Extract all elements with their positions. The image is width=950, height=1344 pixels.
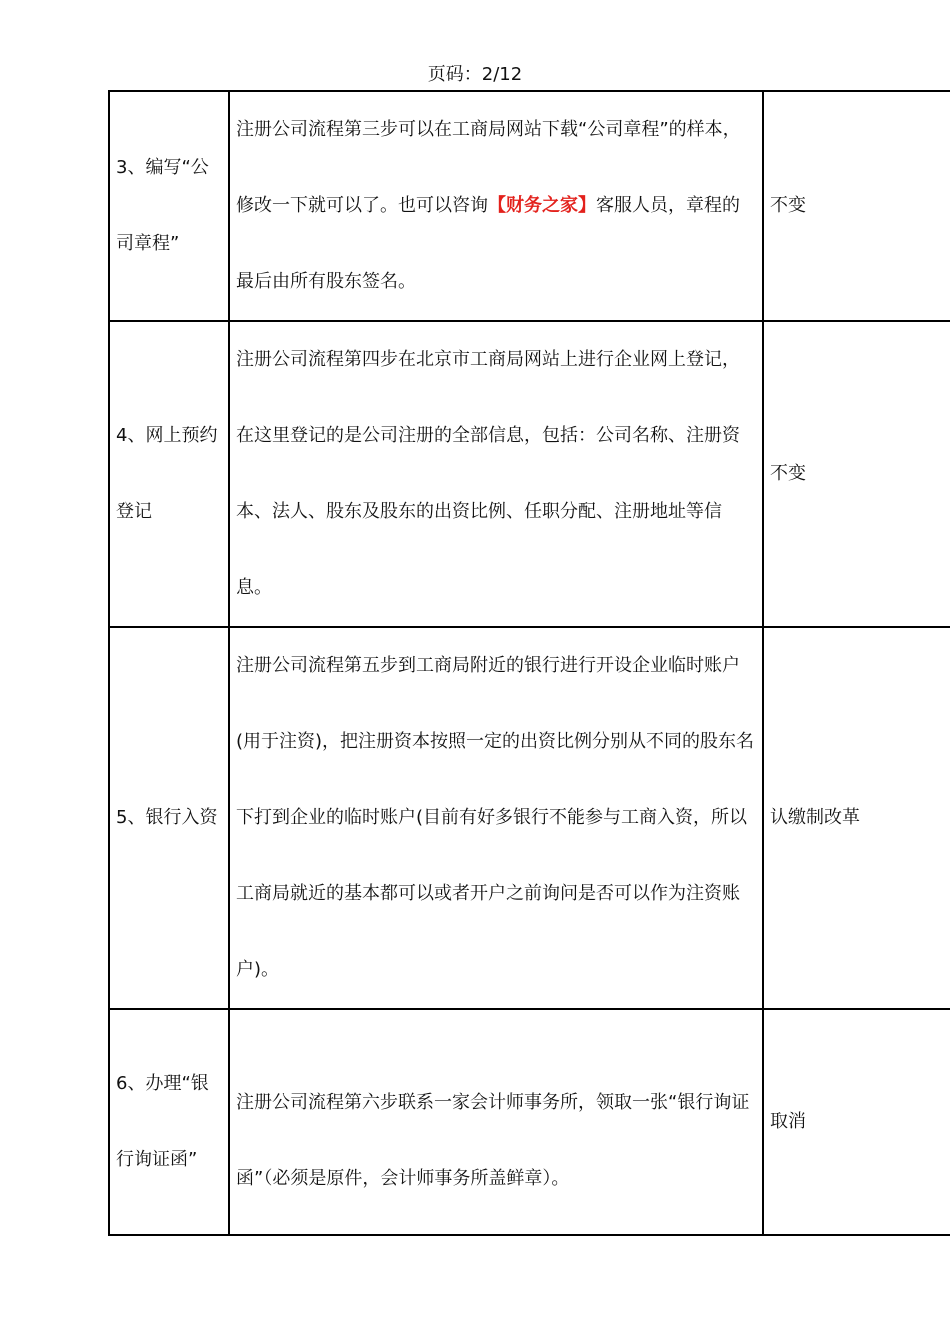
step-name-cell: 6、办理“银行询证函” <box>109 1009 229 1235</box>
step-description-cell: 注册公司流程第四步在北京市工商局网站上进行企业网上登记，在这里登记的是公司注册的全部信息，包括：公司名称、注册资本、法人、股东及股东的出资比例、任职分配、注册地址等信息。 <box>229 321 763 627</box>
table-row <box>109 627 950 1009</box>
step-name-cell: 5、银行入资 <box>109 627 229 1009</box>
change-status-cell: 不变 <box>763 91 950 321</box>
description-text: 客服人员，章程的最后由所有股东签名。 <box>236 195 740 292</box>
registration-steps-table <box>108 90 950 1236</box>
table-row <box>109 1009 950 1235</box>
step-description-cell: 注册公司流程第五步到工商局附近的银行进行开设企业临时账户(用于注资)，把注册资本按照一定的出资比例分别从不同的股东名下打到企业的临时账户(目前有好多银行不能参与工商入资，所以工商局就近的基本都可以或者开户之前询问是否可以作为注资账户)。 <box>229 627 763 1009</box>
change-status-cell: 不变 <box>763 321 950 627</box>
table-row <box>109 91 950 321</box>
highlight-text: 【财务之家】 <box>488 195 596 216</box>
change-status-cell: 取消 <box>763 1009 950 1235</box>
step-description-cell <box>229 91 763 321</box>
description-text: 注册公司流程第三步可以在工商局网站下载“公司章程”的样本，修改一下就可以了。也可以咨询 <box>236 119 741 216</box>
description-text: 注册公司流程第六步联系一家会计师事务所，领取一张“银行询证函”（必须是原件，会计师事务所盖鲜章）。 <box>236 1092 750 1189</box>
step-description-cell <box>229 1009 763 1235</box>
page-number: 页码：2/12 <box>427 64 523 85</box>
step-name-cell: 3、编写“公司章程” <box>109 91 229 321</box>
table-row <box>109 321 950 627</box>
change-status-cell: 认缴制改革 <box>763 627 950 1009</box>
step-name-cell: 4、网上预约登记 <box>109 321 229 627</box>
